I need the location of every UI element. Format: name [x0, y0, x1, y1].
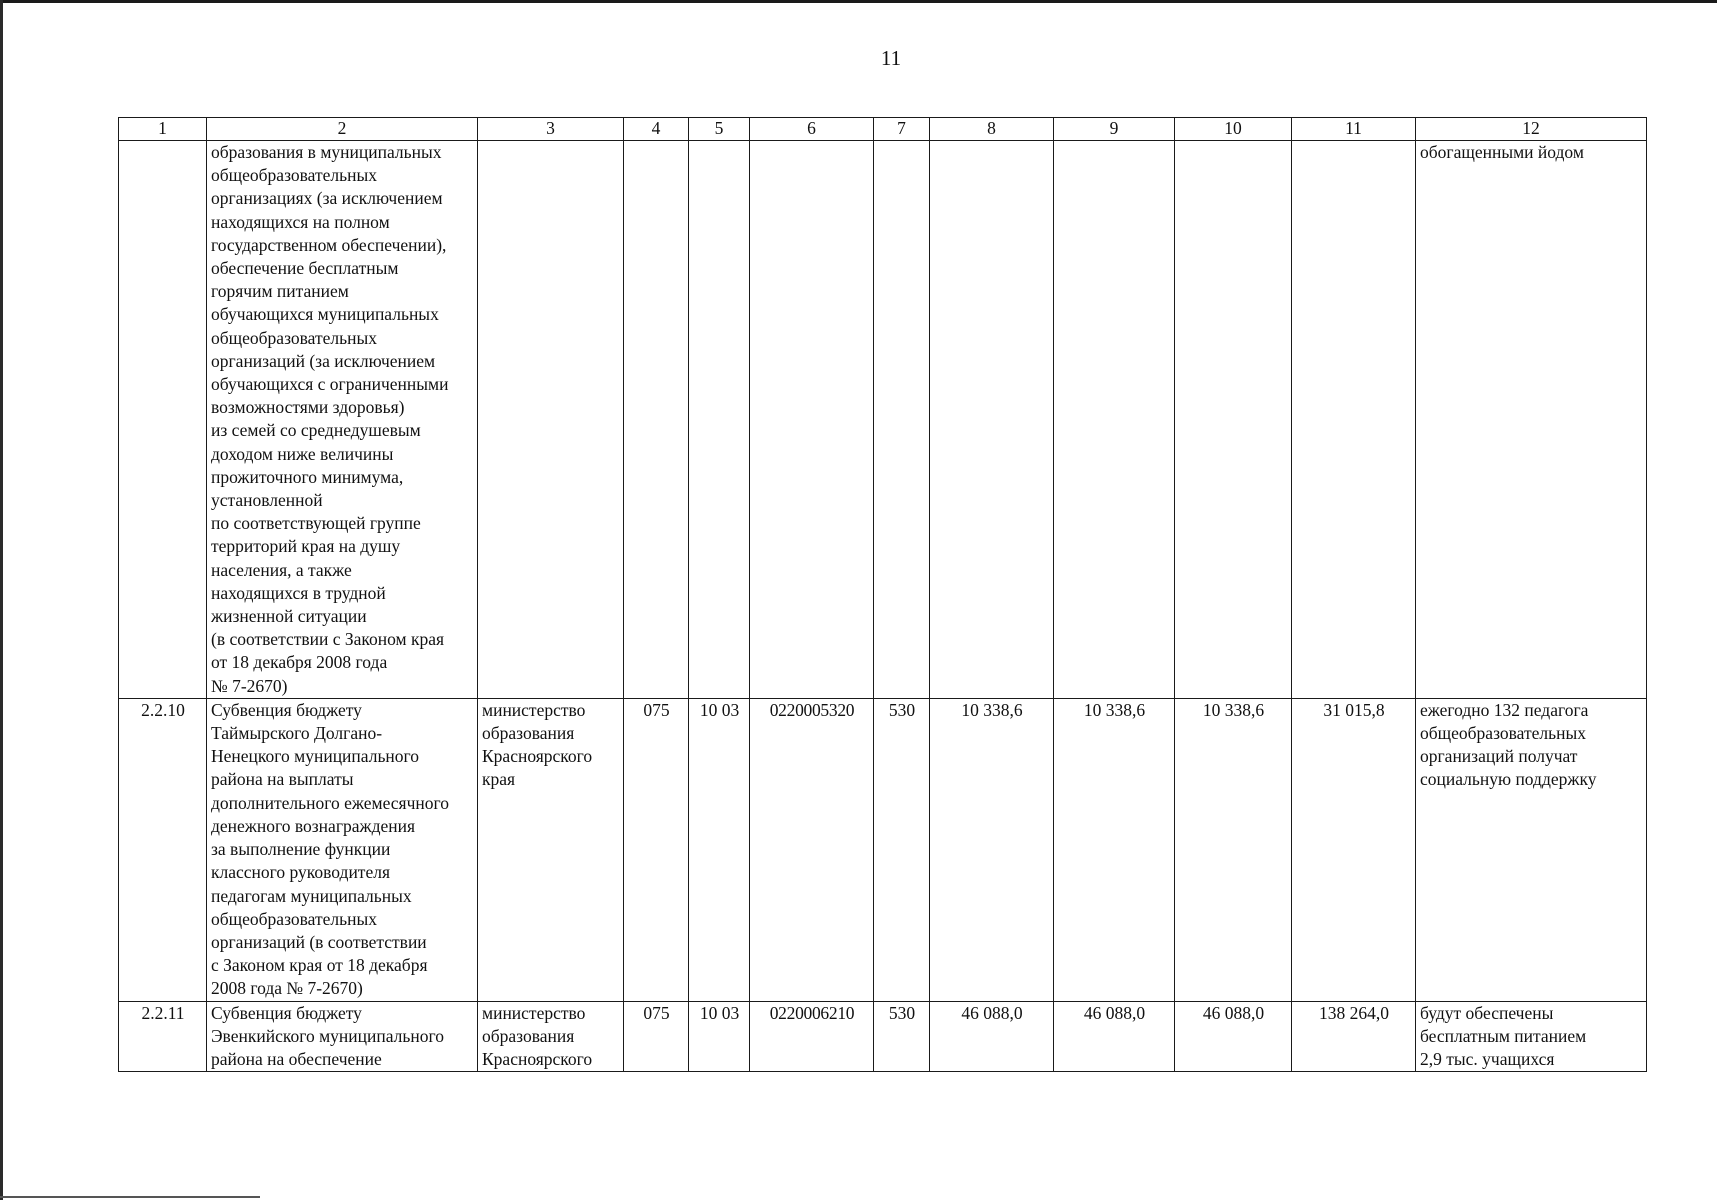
code-grbs-cell: 075: [624, 698, 689, 1001]
amount-year3-cell: 10 338,6: [1175, 698, 1292, 1001]
amount-year1-cell: 46 088,0: [930, 1001, 1054, 1072]
amount-year1-cell: 10 338,6: [930, 698, 1054, 1001]
expense-type-cell: [874, 141, 930, 699]
header-cell-4: 4: [624, 118, 689, 141]
header-cell-3: 3: [478, 118, 624, 141]
scan-edge-left: [0, 0, 3, 1200]
expense-type-cell: 530: [874, 1001, 930, 1072]
agency-cell: министерство образования Красноярского края: [478, 698, 624, 1001]
amount-year2-cell: 10 338,6: [1054, 698, 1175, 1001]
agency-cell: министерство образования Красноярского: [478, 1001, 624, 1072]
header-cell-2: 2: [207, 118, 478, 141]
header-cell-11: 11: [1292, 118, 1416, 141]
description-cell: образования в муниципальных общеобразовательных организациях (за исключением находящихся на полном государственном обеспечении), обеспечение бесплатным горячим питанием обучающихся муниципальных общеобразовательных организаций (за исключением обучающихся с ограниченными возможностями здоровья) из семей со среднедушевым доходом ниже величины прожиточного минимума, установленной по соответствующей группе территорий края на душу населения, а также находящихся в трудной жизненной ситуации (в соответствии с Законом края от 18 декабря 2008 года № 7-2670): [207, 141, 478, 699]
code-grbs-cell: 075: [624, 1001, 689, 1072]
header-cell-5: 5: [689, 118, 750, 141]
amount-year3-cell: [1175, 141, 1292, 699]
header-cell-9: 9: [1054, 118, 1175, 141]
description-cell: Субвенция бюджету Таймырского Долгано- Ненецкого муниципального района на выплаты дополнительного ежемесячного денежного вознаграждения за выполнение функции классного руководителя педагогам муниципальных общеобразовательных организаций (в соответствии с Законом края от 18 декабря 2008 года № 7-2670): [207, 698, 478, 1001]
header-row: [119, 118, 1647, 141]
header-cell-10: 10: [1175, 118, 1292, 141]
amount-total-cell: 31 015,8: [1292, 698, 1416, 1001]
section-code-cell: 10 03: [689, 698, 750, 1001]
code-grbs-cell: [624, 141, 689, 699]
table-row: [119, 1001, 1647, 1072]
result-cell: будут обеспечены бесплатным питанием 2,9 тыс. учащихся: [1416, 1001, 1647, 1072]
scan-edge-top: [0, 0, 1717, 3]
amount-year3-cell: 46 088,0: [1175, 1001, 1292, 1072]
result-cell: обогащенными йодом: [1416, 141, 1647, 699]
section-code-cell: 10 03: [689, 1001, 750, 1072]
amount-total-cell: [1292, 141, 1416, 699]
header-cell-6: 6: [750, 118, 874, 141]
amount-total-cell: 138 264,0: [1292, 1001, 1416, 1072]
header-cell-12: 12: [1416, 118, 1647, 141]
header-cell-8: 8: [930, 118, 1054, 141]
row-number-cell: 2.2.11: [119, 1001, 207, 1072]
header-cell-7: 7: [874, 118, 930, 141]
amount-year1-cell: [930, 141, 1054, 699]
amount-year2-cell: [1054, 141, 1175, 699]
section-code-cell: [689, 141, 750, 699]
table-row: [119, 141, 1647, 699]
result-cell: ежегодно 132 педагога общеобразовательных организаций получат социальную поддержку: [1416, 698, 1647, 1001]
header-cell-1: 1: [119, 118, 207, 141]
row-number-cell: [119, 141, 207, 699]
amount-year2-cell: 46 088,0: [1054, 1001, 1175, 1072]
agency-cell: [478, 141, 624, 699]
expense-type-cell: 530: [874, 698, 930, 1001]
table-row: [119, 698, 1647, 1001]
target-code-cell: 0220005320: [750, 698, 874, 1001]
description-cell: Субвенция бюджету Эвенкийского муниципального района на обеспечение: [207, 1001, 478, 1072]
target-code-cell: [750, 141, 874, 699]
budget-table: [118, 117, 1647, 1072]
scan-edge-bottom: [0, 1196, 260, 1198]
row-number-cell: 2.2.10: [119, 698, 207, 1001]
page-number: 11: [880, 46, 902, 70]
target-code-cell: 0220006210: [750, 1001, 874, 1072]
